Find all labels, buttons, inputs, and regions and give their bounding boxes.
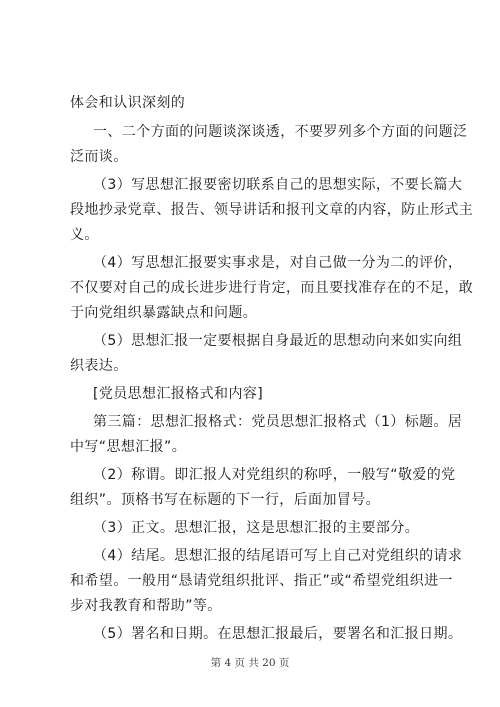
- text-line: 泛而谈。: [70, 149, 128, 165]
- text-line: （3）正文。思想汇报，这是思想汇报的主要部分。: [93, 520, 420, 536]
- text-line: 组织”。顶格书写在标题的下一行，后面加冒号。: [70, 492, 381, 508]
- section-heading: [党员思想汇报格式和内容]: [93, 386, 264, 402]
- text-line: （4）结尾。思想汇报的结尾语可写上自己对党组织的请求: [93, 548, 463, 564]
- text-line: （5）署名和日期。在思想汇报最后，要署名和汇报日期。: [93, 626, 463, 642]
- text-line: （4）写思想汇报要实事求是，对自己做一分为二的评价，: [93, 255, 463, 271]
- text-line: （5）思想汇报一定要根据自身最近的思想动向来如实向组: [93, 333, 463, 349]
- text-line: 中写“思想汇报”。: [70, 439, 187, 455]
- text-line: 步对我教育和帮助”等。: [70, 598, 222, 614]
- text-line: 织表达。: [70, 358, 128, 374]
- text-line: 段地抄录党章、报告、领导讲话和报刊文章的内容，防止形式主: [70, 202, 474, 218]
- text-line: （3）写思想汇报要密切联系自己的思想实际，不要长篇大: [93, 177, 463, 193]
- text-line: （2）称谓。即汇报人对党组织的称呼，一般写“敬爱的党: [93, 467, 456, 483]
- text-line: 于向党组织暴露缺点和问题。: [70, 305, 258, 321]
- page-number-footer: 第 4 页 共 20 页: [210, 657, 290, 669]
- text-line: 义。: [70, 227, 99, 243]
- text-line: 一、二个方面的问题谈深谈透，不要罗列多个方面的问题泛: [93, 124, 468, 140]
- text-line: 体会和认识深刻的: [70, 95, 186, 111]
- text-line: 和希望。一般用“恳请党组织批评、指正”或“希望党组织进一: [70, 573, 453, 589]
- text-line: 不仅要对自己的成长进步进行肯定，而且要找准存在的不足，敢: [70, 280, 474, 296]
- text-line: 第三篇：思想汇报格式：党员思想汇报格式（1）标题。居: [93, 414, 463, 430]
